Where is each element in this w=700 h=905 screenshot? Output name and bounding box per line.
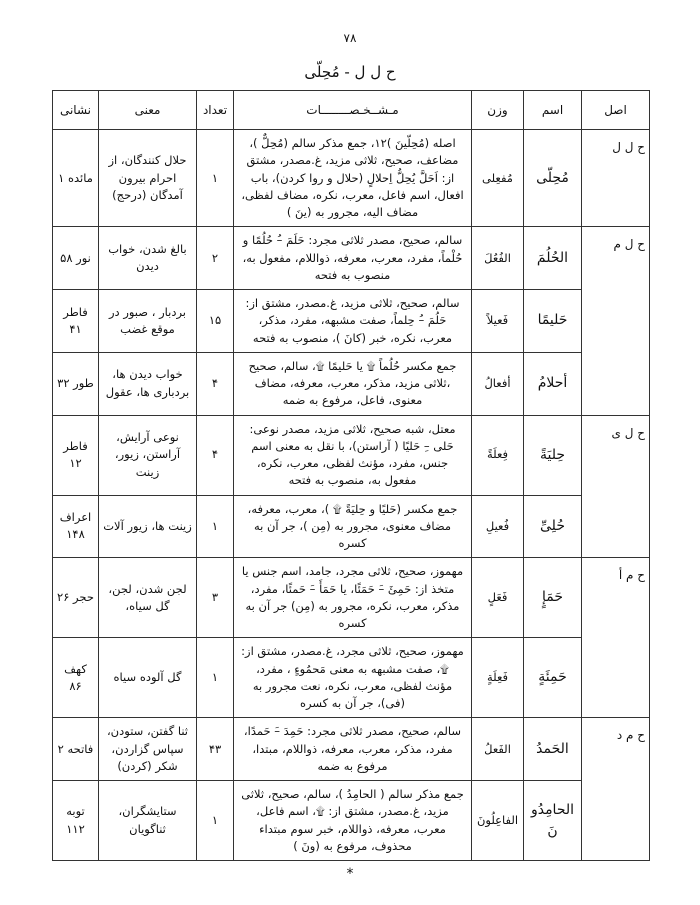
noun-cell: حُلِیِّ (524, 495, 582, 558)
description-cell: سالم، صحیح، مصدر ثلاثی مجرد: حَمِدَ –َ حَمدًا، مفرد، مذکر، معرب، معرفه، ذواللام، مبتدا، مرفوع به ضمه (234, 718, 472, 781)
pattern-cell: أفعالُ (472, 352, 524, 415)
meaning-cell: زینت ها، زیور آلات (99, 495, 197, 558)
meaning-cell: ثنا گفتن، ستودن، سپاس گزاردن، شکر (کردن) (99, 718, 197, 781)
pattern-cell: فُعیلِ (472, 495, 524, 558)
reference-cell: فاطر ۴۱ (53, 290, 99, 353)
table-row (53, 227, 650, 290)
header-reference: نشانی (53, 91, 99, 130)
footer-mark: * (346, 866, 354, 882)
meaning-cell: خواب دیدن ها، بردباری ها، عقول (99, 352, 197, 415)
reference-cell: طور ۳۲ (53, 352, 99, 415)
table-body (53, 130, 650, 861)
pattern-cell: فَعَلٍ (472, 558, 524, 638)
reference-cell: فاتحه ۲ (53, 718, 99, 781)
noun-cell: حَمِئَةٍ (524, 638, 582, 718)
table-container (52, 90, 649, 861)
reference-cell: کهف ۸۶ (53, 638, 99, 718)
pattern-cell: فَعِلَةٍ (472, 638, 524, 718)
header-root: اصل (582, 91, 650, 130)
header-description: مـشــخـصــــــــات (234, 91, 472, 130)
count-cell: ۲ (197, 227, 234, 290)
meaning-cell: نوعی آرایش، آراستن، زیور، زینت (99, 415, 197, 495)
noun-cell: الحُلُمَ (524, 227, 582, 290)
noun-cell: حَمَإٍ (524, 558, 582, 638)
pattern-cell: مُفعِلی (472, 130, 524, 227)
table-row (53, 638, 650, 718)
noun-cell: الحَمدُ (524, 718, 582, 781)
description-cell: سالم، صحیح، ثلاثی مزید، غ.مصدر، مشتق از: حَلُمَ –ُ حِلماً، صفت مشبهه، مفرد، مذکر، معرب، نکره، خبر (کانَ )، منصوب به فتحه (234, 290, 472, 353)
table-row (53, 558, 650, 638)
table-row (53, 290, 650, 353)
page-title: ح ل ل - مُحِلّی (304, 63, 396, 81)
meaning-cell: ستایشگران، ثناگویان (99, 781, 197, 861)
count-cell: ۱ (197, 638, 234, 718)
word-analysis-table (52, 90, 650, 861)
description-cell: معتل، شبه صحیح، ثلاثی مزید، مصدر نوعی: حَلی –ِ حَلیًا ( آراستن)، با نقل به معنی اسم جنس، مفرد، مؤنث لفظی، معرب، نکره، مفعول به، منصوب به فتحه (234, 415, 472, 495)
table-row (53, 352, 650, 415)
pattern-cell: الفُعُلَ (472, 227, 524, 290)
meaning-cell: گل آلوده سیاه (99, 638, 197, 718)
noun-cell: حِلیَةً (524, 415, 582, 495)
pattern-cell: الفاعِلُونَ (472, 781, 524, 861)
count-cell: ۴۳ (197, 718, 234, 781)
noun-cell: أحلامُ (524, 352, 582, 415)
description-cell: جمع مذکر سالم ( الحامِدُ )، سالم، صحیح، ثلاثی مزید، غ.مصدر، مشتق از: ۩، اسم فاعل، معرب، معرفه، ذواللام، خبر سوم مبتداء محذوف، مرفوع به (ونَ ) (234, 781, 472, 861)
meaning-cell: لجن شدن، لجن، گل سیاه، (99, 558, 197, 638)
pattern-cell: الفَعلُ (472, 718, 524, 781)
description-cell: مهموز، صحیح، ثلاثی مجرد، جامد، اسم جنس یا متخذ از: حَمِئَ –َ حَمَئًا، یا حَمَأَ –َ حَمئًا، مفرد، مذکر، معرب، نکره، مجرور به (مِن) جر آن به کسره (234, 558, 472, 638)
reference-cell: فاطر ۱۲ (53, 415, 99, 495)
count-cell: ۳ (197, 558, 234, 638)
description-cell: جمع مکسر (حَلیًا و حِلیَةً ۩ )، معرب، معرفه، مضاف معنوی، مجرور به (مِن )، جر آن به کسره (234, 495, 472, 558)
root-cell: ح ل ی (582, 415, 650, 558)
page-number: ۷۸ (343, 31, 357, 45)
table-row (53, 415, 650, 495)
header-noun: اسم (524, 91, 582, 130)
description-cell: سالم، صحیح، مصدر ثلاثی مجرد: حَلَمَ –ُ حُلُمًا و حُلْماً، مفرد، معرب، معرفه، ذواللام، مفعول به، منصوب به فتحه (234, 227, 472, 290)
table-row (53, 495, 650, 558)
description-cell: جمع مکسر حُلُماً ۩ یا حَلیمًا ۩، سالم، صحیح ،ثلاثی مزید، مذکر، معرب، معرفه، مضاف معنوی، فاعل، مرفوع به ضمه (234, 352, 472, 415)
count-cell: ۱ (197, 130, 234, 227)
reference-cell: نور ۵۸ (53, 227, 99, 290)
root-cell: ح ل ل (582, 130, 650, 227)
header-count: تعداد (197, 91, 234, 130)
table-header-row (53, 91, 650, 130)
table-row (53, 130, 650, 227)
count-cell: ۱ (197, 781, 234, 861)
reference-cell: توبه ۱۱۲ (53, 781, 99, 861)
pattern-cell: فِعلَةً (472, 415, 524, 495)
noun-cell: حَلیمًا (524, 290, 582, 353)
reference-cell: حجر ۲۶ (53, 558, 99, 638)
count-cell: ۱ (197, 495, 234, 558)
count-cell: ۴ (197, 415, 234, 495)
count-cell: ۱۵ (197, 290, 234, 353)
description-cell: اصله (مُحِلّینَ )۱۲، جمع مذکر سالم (مُحِلٌّ )، مضاعف، صحیح، ثلاثی مزید، غ.مصدر، مشتق از: اَحَلَّ یُحِلُّ اِحلالٍ (حلال و روا کردن)، باب افعال، اسم فاعل، معرب، نکره، مضاف لفظی، مضاف الیه، مجرور به (ینَ ) (234, 130, 472, 227)
table-row (53, 718, 650, 781)
noun-cell: الحامِدُونَ (524, 781, 582, 861)
count-cell: ۴ (197, 352, 234, 415)
reference-cell: اعراف ۱۴۸ (53, 495, 99, 558)
meaning-cell: بردبار ، صبور در موقع غضب (99, 290, 197, 353)
noun-cell: مُحِلّی (524, 130, 582, 227)
pattern-cell: فَعیلاً (472, 290, 524, 353)
reference-cell: مائده ۱ (53, 130, 99, 227)
meaning-cell: بالغ شدن، خواب دیدن (99, 227, 197, 290)
header-pattern: وزن (472, 91, 524, 130)
meaning-cell: حلال کنندگان، از احرام بیرون آمدگان (درحج) (99, 130, 197, 227)
root-cell: ح ل م (582, 227, 650, 415)
header-meaning: معنی (99, 91, 197, 130)
description-cell: مهموز، صحیح، ثلاثی مجرد، غ.مصدر، مشتق از: ۩، صفت مشبهه به معنی مَحمُوءٍ ، مفرد، مؤنث لفظی، معرب، نکره، نعت مجرور به (فی)، جر آن به کسره (234, 638, 472, 718)
root-cell: ح م د (582, 718, 650, 861)
table-row (53, 781, 650, 861)
root-cell: ح م أ (582, 558, 650, 718)
